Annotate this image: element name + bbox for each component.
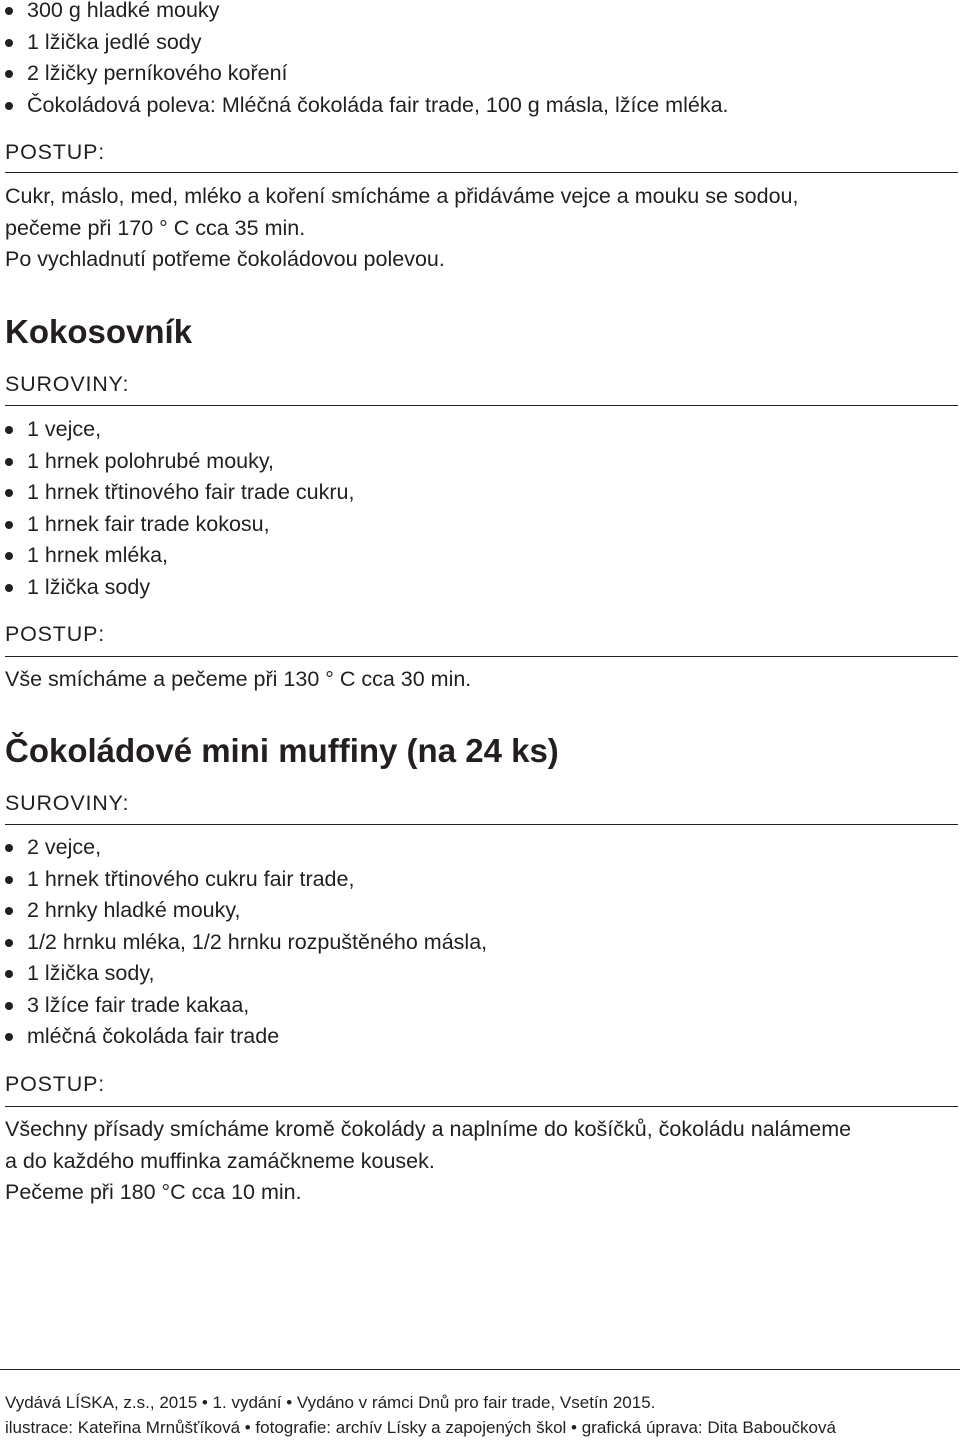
footer-divider: [0, 1369, 960, 1370]
method-line: Po vychladnutí potřeme čokoládovou polevou.: [5, 247, 445, 271]
ingredient-item: 1 lžička sody,: [0, 958, 487, 990]
ingredient-item: 1 hrnek třtinového fair trade cukru,: [0, 477, 354, 509]
footer-publisher-line: Vydává LÍSKA, z.s., 2015 • 1. vydání • Vydáno v rámci Dnů pro fair trade, Vsetín 2015.: [5, 1393, 656, 1412]
ingredient-item: 2 hrnky hladké mouky,: [0, 895, 487, 927]
method-line: Pečeme při 180 °C cca 10 min.: [5, 1180, 302, 1204]
recipe1-method-divider: [5, 172, 958, 173]
ingredient-item: 2 vejce,: [0, 832, 487, 864]
recipe1-method-text: [5, 181, 798, 276]
ingredient-item: 1 vejce,: [0, 414, 354, 446]
recipe2-method-text: [5, 664, 471, 696]
method-line: Cukr, máslo, med, mléko a koření smícháme a přidáváme vejce a mouku se sodou,: [5, 184, 799, 208]
recipe3-title: Čokoládové mini muffiny (na 24 ks): [5, 732, 559, 769]
ingredient-item: 1/2 hrnku mléka, 1/2 hrnku rozpuštěného másla,: [0, 927, 487, 959]
recipe3-ingredients-divider: [5, 824, 958, 825]
recipe3-ingredient-list: [0, 832, 487, 1053]
ingredient-item: Čokoládová poleva: Mléčná čokoláda fair trade, 100 g másla, lžíce mléka.: [0, 90, 729, 122]
recipe1-method-label: POSTUP:: [5, 140, 105, 164]
recipe2-ingredients-divider: [5, 405, 958, 406]
ingredient-item: 300 g hladké mouky: [0, 0, 729, 27]
recipe2-ingredients-label: SUROVINY:: [5, 372, 130, 396]
footer-credits-line: ilustrace: Kateřina Mrnůšťíková • fotografie: archív Lísky a zapojených škol • grafická úprava: Dita Baboučková: [5, 1418, 836, 1437]
ingredient-item: mléčná čokoláda fair trade: [0, 1021, 487, 1053]
ingredient-item: 1 lžička jedlé sody: [0, 27, 729, 59]
recipe3-method-divider: [5, 1106, 958, 1107]
ingredient-item: 1 lžička sody: [0, 572, 354, 604]
method-line: Vše smícháme a pečeme při 130 ° C cca 30 min.: [5, 667, 472, 691]
method-line: pečeme při 170 ° C cca 35 min.: [5, 215, 306, 240]
ingredient-item: 3 lžíce fair trade kakaa,: [0, 990, 487, 1022]
recipe2-title: Kokosovník: [5, 313, 193, 350]
recipe2-ingredient-list: [0, 414, 354, 603]
ingredient-item: 1 hrnek polohrubé mouky,: [0, 446, 354, 478]
ingredient-item: 1 hrnek třtinového cukru fair trade,: [0, 864, 487, 896]
recipe2-method-divider: [5, 656, 958, 657]
ingredient-item: 2 lžičky perníkového koření: [0, 58, 729, 90]
recipe3-method-label: POSTUP:: [5, 1072, 105, 1096]
recipe3-ingredients-label: SUROVINY:: [5, 791, 130, 815]
recipe2-method-label: POSTUP:: [5, 622, 105, 646]
ingredient-item: 1 hrnek fair trade kokosu,: [0, 509, 354, 541]
recipe3-method-text: [5, 1114, 851, 1209]
ingredient-item: 1 hrnek mléka,: [0, 540, 354, 572]
method-line: Všechny přísady smícháme kromě čokolády a naplníme do košíčků, čokoládu nalámeme: [5, 1117, 852, 1141]
recipe1-ingredient-list: [0, 0, 729, 121]
method-line: a do každého muffinka zamáčkneme kousek.: [5, 1148, 435, 1173]
